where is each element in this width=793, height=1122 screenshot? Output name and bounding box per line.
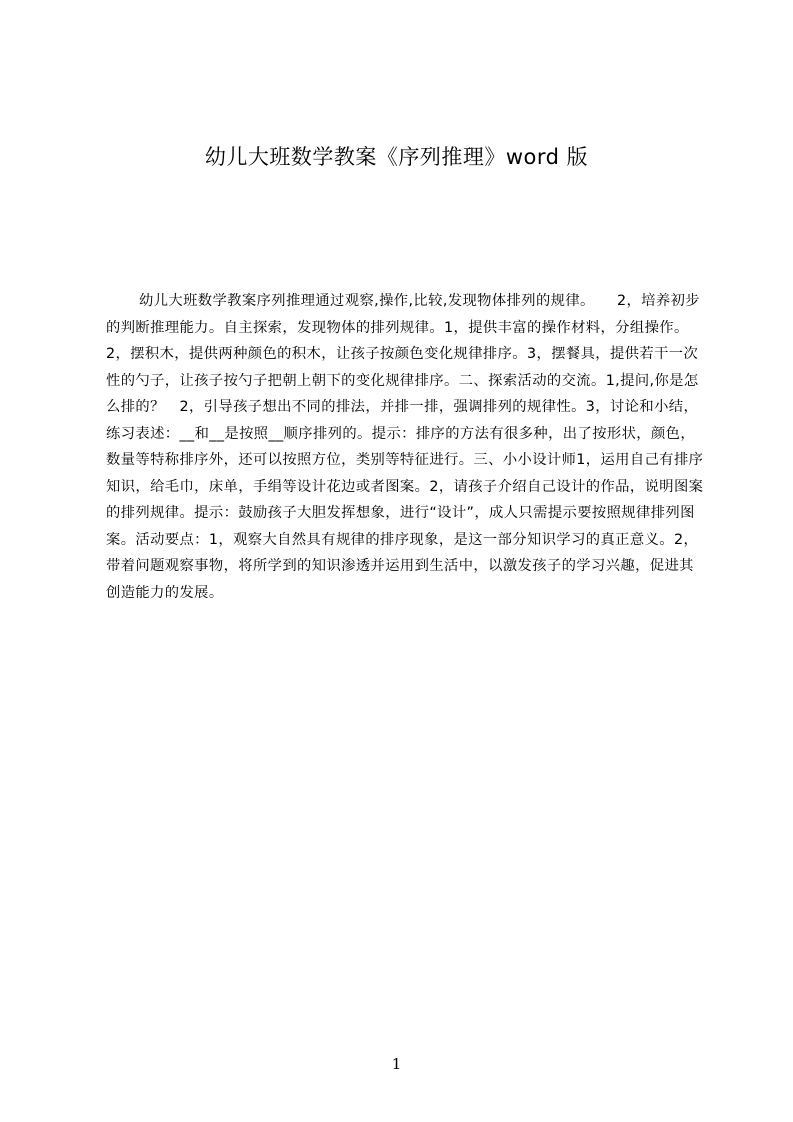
page-number: 1 bbox=[391, 1055, 402, 1073]
document-title: 幼儿大班数学教案《序列推理》word 版 bbox=[204, 145, 589, 169]
document-body-paragraph: 幼儿大班数学教案序列推理通过观察,操作,比较,发现物体排列的规律。 2，培养初步的判断推理能力。自主探索，发现物体的排列规律。1，提供丰富的操作材料，分组操作。2，摆积木，提供两种颜色的积木，让孩子按颜色变化规律排序。3，摆餐具，提供若干一次性的勺子，让孩子按勺子把朝上朝下的变化规律排序。二、探索活动的交流。1,提问,你是怎么排的？ 2，引导孩子想出不同的排法，并排一排，强调排列的规律性。3，讨论和小结，练习表述：__和__是按照__顺序排列的。提示：排序的方法有很多种，出了按形状，颜色，数量等特称排序外，还可以按照方位，类别等特征进行。三、小小设计师1，运用自己有排序知识，给毛巾，床单，手绢等设计花边或者图案。2，请孩子介绍自己设计的作品，说明图案的排列规律。提示：鼓励孩子大胆发挥想象，进行“设计”，成人只需提示要按照规律排列图案。活动要点：1，观察大自然具有规律的排序现象，是这一部分知识学习的真正意义。2，带着问题观察事物，将所学到的知识渗透并运用到生活中，以激发孩子的学习兴趣，促进其创造能力的发展。 bbox=[106, 293, 704, 601]
